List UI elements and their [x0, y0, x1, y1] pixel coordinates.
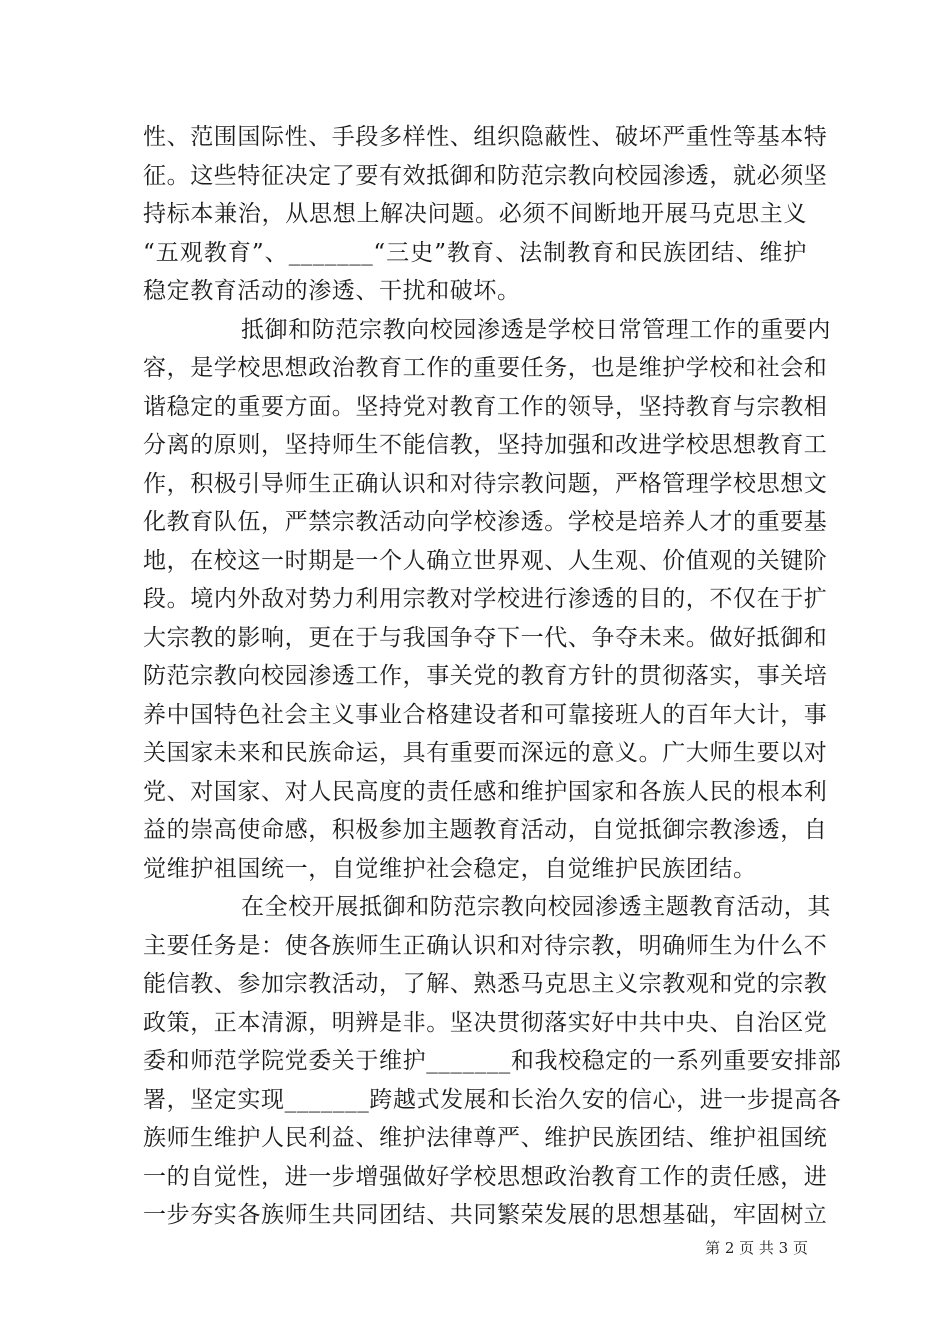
text-line: 化教育队伍，严禁宗教活动向学校渗透。学校是培养人才的重要基: [143, 509, 828, 535]
page-footer: 第 2 页 共 3 页: [705, 1239, 808, 1257]
text-line: 稳定教育活动的渗透、干扰和破坏。: [143, 278, 521, 304]
text-line: 署，坚定实现_______跨越式发展和长治久安的信心，进一步提高各: [143, 1086, 842, 1113]
paragraph: [143, 311, 831, 889]
text-line: 防范宗教向校园渗透工作，事关党的教育方针的贯彻落实，事关培: [143, 663, 828, 689]
paragraph: [143, 118, 828, 311]
text-line: 地，在校这一时期是一个人确立世界观、人生观、价值观的关键阶: [143, 547, 828, 574]
text-line: 谐稳定的重要方面。坚持党对教育工作的领导，坚持教育与宗教相: [143, 393, 828, 420]
text-line: 关国家未来和民族命运，具有重要而深远的意义。广大师生要以对: [143, 740, 828, 766]
text-line: 党、对国家、对人民高度的责任感和维护国家和各族人民的根本利: [143, 778, 828, 805]
text-line: 性、范围国际性、手段多样性、组织隐蔽性、破坏严重性等基本特: [143, 124, 828, 150]
text-line: 一步夯实各族师生共同团结、共同繁荣发展的思想基础，牢固树立: [143, 1202, 828, 1228]
text-line: 大宗教的影响，更在于与我国争夺下一代、争夺未来。做好抵御和: [143, 624, 828, 651]
text-line: 族师生维护人民利益、维护法律尊严、维护民族团结、维护祖国统: [143, 1125, 828, 1151]
text-line: 容，是学校思想政治教育工作的重要任务，也是维护学校和社会和: [143, 355, 828, 381]
text-line: 觉维护祖国统一，自觉维护社会稳定，自觉维护民族团结。: [143, 855, 757, 882]
text-line: 能信教、参加宗教活动，了解、熟悉马克思主义宗教观和党的宗教: [143, 971, 828, 997]
text-line: 委和师范学院党委关于维护_______和我校稳定的一系列重要安排部: [143, 1048, 842, 1074]
text-line: 养中国特色社会主义事业合格建设者和可靠接班人的百年大计，事: [143, 701, 828, 728]
text-line: 分离的原则，坚持师生不能信教，坚持加强和改进学校思想教育工: [143, 432, 828, 458]
text-line: “五观教育”、_______“三史”教育、法制教育和民族团结、维护: [143, 239, 807, 266]
text-line: 政策，正本清源，明辨是非。坚决贯彻落实好中共中央、自治区党: [143, 1009, 828, 1036]
body-text: [143, 118, 842, 1235]
text-line: 益的崇高使命感，积极参加主题教育活动，自觉抵御宗教渗透，自: [143, 817, 828, 843]
text-line: 抵御和防范宗教向校园渗透是学校日常管理工作的重要内: [241, 316, 831, 343]
paragraph: [143, 888, 842, 1235]
text-line: 主要任务是：使各族师生正确认识和对待宗教，明确师生为什么不: [143, 932, 828, 959]
text-line: 作，积极引导师生正确认识和对待宗教问题，严格管理学校思想文: [143, 470, 828, 497]
text-line: 持标本兼治，从思想上解决问题。必须不间断地开展马克思主义: [143, 201, 807, 227]
text-line: 在全校开展抵御和防范宗教向校园渗透主题教育活动，其: [241, 894, 831, 920]
text-line: 段。境内外敌对势力利用宗教对学校进行渗透的目的，不仅在于扩: [143, 586, 828, 612]
text-line: 征。这些特征决定了要有效抵御和防范宗教向校园渗透，就必须坚: [143, 162, 828, 189]
text-line: 一的自觉性，进一步增强做好学校思想政治教育工作的责任感，进: [143, 1163, 828, 1190]
